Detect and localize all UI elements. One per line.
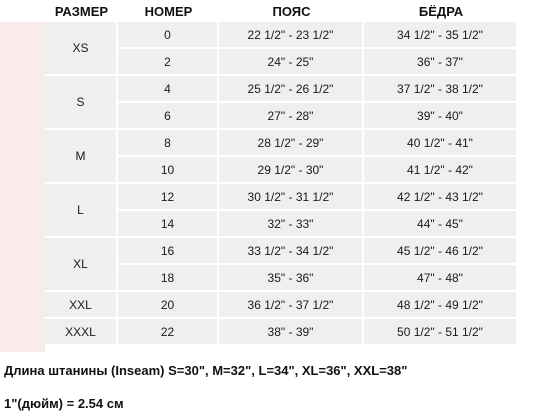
waist-cell: 32" - 33" [219,211,364,238]
spacer-cell [0,184,45,238]
waist-cell: 25 1/2" - 26 1/2" [219,76,364,103]
spacer-header [0,0,45,22]
hips-cell: 48 1/2" - 49 1/2" [364,292,518,319]
hips-cell: 47" - 48" [364,265,518,292]
spacer-cell [0,319,45,346]
number-cell: 6 [118,103,219,130]
hips-cell: 37 1/2" - 38 1/2" [364,76,518,103]
inseam-note: Длина штанины (Inseam) S=30", M=32", L=34", XL=36", XXL=38" [4,363,408,378]
hips-cell: 42 1/2" - 43 1/2" [364,184,518,211]
number-cell: 0 [118,22,219,49]
hips-cell: 44" - 45" [364,211,518,238]
hips-cell: 41 1/2" - 42" [364,157,518,184]
number-cell: 18 [118,265,219,292]
size-cell: L [45,184,118,238]
hips-cell: 40 1/2" - 41" [364,130,518,157]
spacer-cell [0,130,45,184]
number-cell: 2 [118,49,219,76]
number-cell: 8 [118,130,219,157]
hips-cell: 50 1/2" - 51 1/2" [364,319,518,346]
size-cell: S [45,76,118,130]
header-row [0,0,518,22]
number-cell: 22 [118,319,219,346]
waist-cell: 28 1/2" - 29" [219,130,364,157]
waist-column-header: ПОЯС [219,0,364,22]
number-cell: 4 [118,76,219,103]
table-row [0,22,518,49]
waist-cell: 22 1/2" - 23 1/2" [219,22,364,49]
waist-cell: 24" - 25" [219,49,364,76]
waist-cell: 36 1/2" - 37 1/2" [219,292,364,319]
table-row [0,238,518,265]
waist-cell: 29 1/2" - 30" [219,157,364,184]
size-cell: XXXL [45,319,118,346]
size-column-header: РАЗМЕР [45,0,118,22]
spacer-cell [0,292,45,319]
waist-cell: 30 1/2" - 31 1/2" [219,184,364,211]
table-row [0,292,518,319]
waist-cell: 33 1/2" - 34 1/2" [219,238,364,265]
hips-cell: 36" - 37" [364,49,518,76]
inch-conversion-note: 1"(дюйм) = 2.54 см [4,396,124,411]
number-cell: 10 [118,157,219,184]
spacer-cell [0,238,45,292]
waist-cell: 38" - 39" [219,319,364,346]
size-cell: XS [45,22,118,76]
hips-cell: 34 1/2" - 35 1/2" [364,22,518,49]
waist-cell: 35" - 36" [219,265,364,292]
hips-cell: 39" - 40" [364,103,518,130]
size-cell: M [45,130,118,184]
number-column-header: НОМЕР [118,0,219,22]
number-cell: 20 [118,292,219,319]
table-row [0,184,518,211]
spacer-cell [0,76,45,130]
size-cell: XXL [45,292,118,319]
number-cell: 14 [118,211,219,238]
table-row [0,319,518,346]
table-row [0,130,518,157]
number-cell: 12 [118,184,219,211]
table-row [0,76,518,103]
size-cell: XL [45,238,118,292]
number-cell: 16 [118,238,219,265]
spacer-cell [0,22,45,76]
hips-column-header: БЁДРА [364,0,518,22]
size-chart-body [0,22,518,346]
hips-cell: 45 1/2" - 46 1/2" [364,238,518,265]
waist-cell: 27" - 28" [219,103,364,130]
